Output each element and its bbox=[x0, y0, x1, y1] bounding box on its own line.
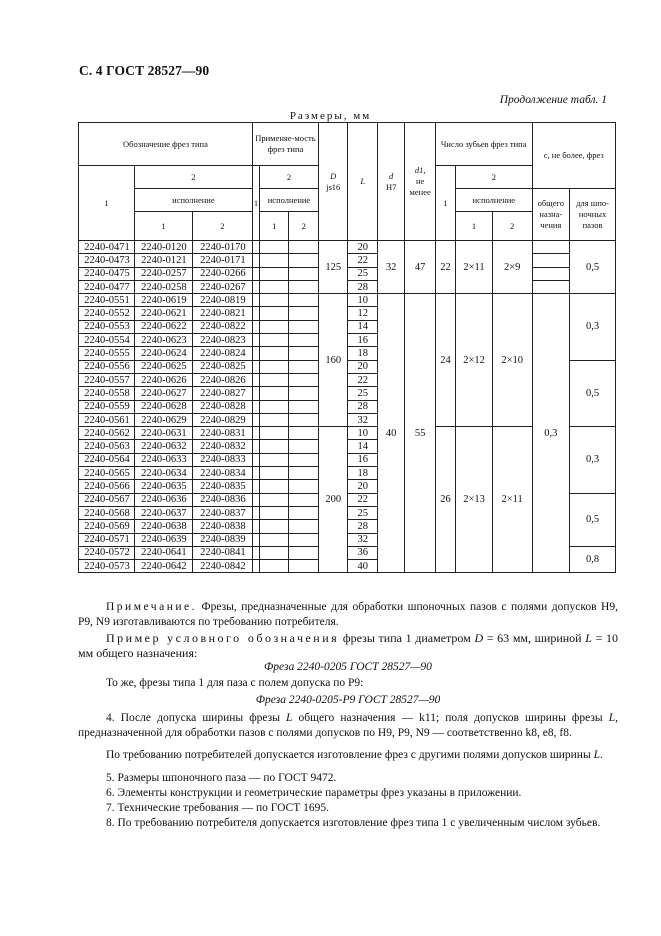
designation-exec2-cell: 2240-0828 bbox=[192, 400, 252, 413]
sizes-caption: Размеры, мм bbox=[289, 110, 372, 122]
L-cell: 14 bbox=[348, 320, 377, 333]
applicability-exec2-cell bbox=[289, 280, 318, 293]
designation-exec1-cell: 2240-0625 bbox=[134, 360, 192, 373]
applicability-exec1-cell bbox=[260, 254, 289, 267]
applicability-exec1-cell bbox=[260, 334, 289, 347]
designation-exec1-cell: 2240-0629 bbox=[134, 413, 192, 426]
applicability-type1-cell bbox=[252, 520, 259, 533]
designation-exec2-cell: 2240-0267 bbox=[192, 280, 252, 293]
c-keyway-cell: 0,5 bbox=[570, 241, 616, 294]
c-general-cell bbox=[532, 280, 570, 293]
header-applicability-type1: 1 bbox=[252, 166, 259, 241]
D-cell: 125 bbox=[318, 241, 347, 294]
designation-exec2-cell: 2240-0826 bbox=[192, 373, 252, 386]
page-header: С. 4 ГОСТ 28527—90 bbox=[79, 63, 210, 78]
designation-exec2-cell: 2240-0838 bbox=[192, 520, 252, 533]
item-6: 6. Элементы конструкции и геометрические параметры фрез указаны в приложении. bbox=[106, 787, 522, 799]
L-cell: 16 bbox=[348, 453, 377, 466]
designation-exec2-cell: 2240-0841 bbox=[192, 546, 252, 559]
applicability-exec2-cell bbox=[289, 320, 318, 333]
header-d1 bbox=[405, 123, 436, 241]
applicability-exec2-cell bbox=[289, 480, 318, 493]
designation-exec2-cell: 2240-0825 bbox=[192, 360, 252, 373]
item-4-L2: L bbox=[608, 712, 616, 724]
item-4-part-a: 4. После допуска ширины фрезы bbox=[106, 712, 280, 724]
L-cell: 20 bbox=[348, 241, 377, 254]
designation-exec1-cell: 2240-0619 bbox=[134, 294, 192, 307]
designation-exec2-cell: 2240-0836 bbox=[192, 493, 252, 506]
header-designation-exec2: 2 bbox=[192, 212, 252, 241]
designation-type1-cell: 2240-0553 bbox=[79, 320, 135, 333]
teeth-exec1-cell: 2×13 bbox=[456, 427, 493, 573]
designation-exec1-cell: 2240-0636 bbox=[134, 493, 192, 506]
applicability-exec1-cell bbox=[260, 387, 289, 400]
applicability-type1-cell bbox=[252, 546, 259, 559]
teeth-type1-cell: 26 bbox=[435, 427, 455, 573]
designation-type1-cell: 2240-0564 bbox=[79, 453, 135, 466]
designation-exec1-cell: 2240-0632 bbox=[134, 440, 192, 453]
applicability-type1-cell bbox=[252, 453, 259, 466]
designation-type1-cell: 2240-0475 bbox=[79, 267, 135, 280]
header-d1-note: не менее bbox=[409, 176, 431, 197]
c-keyway-cell: 0,3 bbox=[570, 427, 616, 493]
example-label: Пример условного обозначения bbox=[106, 631, 340, 645]
note-text: Фрезы, предназначенные для обработки шпоночных пазов с полями допусков H9, P9, N9 изготавливаются по требованию потребителя. bbox=[78, 601, 618, 628]
header-L bbox=[348, 123, 377, 241]
applicability-type1-cell bbox=[252, 493, 259, 506]
L-cell: 32 bbox=[348, 413, 377, 426]
designation-type1-cell: 2240-0573 bbox=[79, 560, 135, 573]
header-D-symbol: D bbox=[330, 170, 337, 181]
designation-type1-cell: 2240-0556 bbox=[79, 360, 135, 373]
designation-exec1-cell: 2240-0641 bbox=[134, 546, 192, 559]
designation-exec1-cell: 2240-0637 bbox=[134, 506, 192, 519]
designation-exec1-cell: 2240-0635 bbox=[134, 480, 192, 493]
applicability-exec2-cell bbox=[289, 360, 318, 373]
example-text-1: фрезы типа 1 диаметром bbox=[342, 631, 471, 645]
applicability-exec1-cell bbox=[260, 560, 289, 573]
designation-type1-cell: 2240-0559 bbox=[79, 400, 135, 413]
L-cell: 32 bbox=[348, 533, 377, 546]
teeth-exec2-cell: 2×11 bbox=[492, 427, 532, 573]
L-cell: 14 bbox=[348, 440, 377, 453]
applicability-type1-cell bbox=[252, 320, 259, 333]
applicability-type1-cell bbox=[252, 334, 259, 347]
designation-exec1-cell: 2240-0642 bbox=[134, 560, 192, 573]
d1-cell: 55 bbox=[405, 294, 436, 573]
designation-exec2-cell: 2240-0829 bbox=[192, 413, 252, 426]
applicability-type1-cell bbox=[252, 280, 259, 293]
designation-exec2-cell: 2240-0839 bbox=[192, 533, 252, 546]
d-cell: 32 bbox=[377, 241, 404, 294]
designation-exec2-cell: 2240-0823 bbox=[192, 334, 252, 347]
designation-exec2-cell: 2240-0833 bbox=[192, 453, 252, 466]
header-applicability-execution: исполнение bbox=[260, 189, 319, 212]
d-cell: 40 bbox=[377, 294, 404, 573]
example-designation-1: Фреза 2240-0205 ГОСТ 28527—90 bbox=[264, 661, 432, 673]
designation-exec1-cell: 2240-0627 bbox=[134, 387, 192, 400]
applicability-type1-cell bbox=[252, 307, 259, 320]
L-cell: 25 bbox=[348, 506, 377, 519]
note-label: Примечание. bbox=[106, 601, 197, 613]
applicability-exec1-cell bbox=[260, 294, 289, 307]
applicability-exec1-cell bbox=[260, 280, 289, 293]
header-c-keyway: для шпо-ночных пазов bbox=[570, 189, 616, 241]
applicability-exec2-cell bbox=[289, 533, 318, 546]
L-cell: 10 bbox=[348, 294, 377, 307]
example-text-3: = 10 мм общего назначения: bbox=[78, 631, 619, 660]
designation-exec2-cell: 2240-0171 bbox=[192, 254, 252, 267]
table-row bbox=[79, 280, 616, 293]
designation-exec1-cell: 2240-0622 bbox=[134, 320, 192, 333]
applicability-type1-cell bbox=[252, 480, 259, 493]
designation-exec2-cell: 2240-0822 bbox=[192, 320, 252, 333]
applicability-exec1-cell bbox=[260, 347, 289, 360]
L-cell: 40 bbox=[348, 560, 377, 573]
applicability-exec2-cell bbox=[289, 427, 318, 440]
applicability-type1-cell bbox=[252, 506, 259, 519]
applicability-exec1-cell bbox=[260, 480, 289, 493]
applicability-exec2-cell bbox=[289, 413, 318, 426]
designation-type1-cell: 2240-0565 bbox=[79, 467, 135, 480]
c-keyway-cell: 0,8 bbox=[570, 546, 616, 573]
table-row bbox=[79, 294, 616, 307]
table-note bbox=[78, 600, 618, 630]
header-teeth-exec2: 2 bbox=[492, 212, 532, 241]
designation-exec2-cell: 2240-0821 bbox=[192, 307, 252, 320]
applicability-exec2-cell bbox=[289, 373, 318, 386]
teeth-exec2-cell: 2×10 bbox=[492, 294, 532, 427]
example-D-symbol: D bbox=[474, 631, 484, 645]
c-keyway-cell: 0,5 bbox=[570, 493, 616, 546]
designation-exec1-cell: 2240-0623 bbox=[134, 334, 192, 347]
header-designation-type1: 1 bbox=[79, 166, 135, 241]
designation-type1-cell: 2240-0551 bbox=[79, 294, 135, 307]
header-teeth-type2: 2 bbox=[456, 166, 532, 189]
designation-type1-cell: 2240-0571 bbox=[79, 533, 135, 546]
designation-exec2-cell: 2240-0831 bbox=[192, 427, 252, 440]
applicability-exec2-cell bbox=[289, 294, 318, 307]
applicability-exec1-cell bbox=[260, 267, 289, 280]
designation-exec2-cell: 2240-0834 bbox=[192, 467, 252, 480]
applicability-type1-cell bbox=[252, 267, 259, 280]
example-L-symbol: L bbox=[585, 631, 592, 645]
item-4-extra-a: По требованию потребителей допускается изготовление фрез с другими полями допусков ширины bbox=[106, 749, 591, 761]
header-teeth-execution: исполнение bbox=[456, 189, 532, 212]
header-d bbox=[377, 123, 404, 241]
applicability-exec2-cell bbox=[289, 493, 318, 506]
header-teeth-exec1: 1 bbox=[456, 212, 493, 241]
designation-type1-cell: 2240-0569 bbox=[79, 520, 135, 533]
L-cell: 10 bbox=[348, 427, 377, 440]
applicability-exec2-cell bbox=[289, 307, 318, 320]
applicability-exec1-cell bbox=[260, 427, 289, 440]
D-cell: 160 bbox=[318, 294, 347, 427]
applicability-type1-cell bbox=[252, 467, 259, 480]
item-4-extra-L: L bbox=[593, 749, 600, 761]
teeth-type1-cell: 24 bbox=[435, 294, 455, 427]
L-cell: 28 bbox=[348, 280, 377, 293]
designation-type1-cell: 2240-0477 bbox=[79, 280, 135, 293]
applicability-type1-cell bbox=[252, 294, 259, 307]
c-general-cell bbox=[532, 241, 570, 254]
same-text: То же, фрезы типа 1 для паза с полем допуска по P9: bbox=[106, 677, 364, 689]
header-applicability-exec2: 2 bbox=[289, 212, 318, 241]
header-designation-exec1: 1 bbox=[134, 212, 192, 241]
applicability-exec2-cell bbox=[289, 347, 318, 360]
L-cell: 28 bbox=[348, 400, 377, 413]
applicability-exec1-cell bbox=[260, 241, 289, 254]
header-applicability-exec1: 1 bbox=[260, 212, 289, 241]
designation-type1-cell: 2240-0566 bbox=[79, 480, 135, 493]
item-4-extra bbox=[78, 748, 618, 763]
applicability-type1-cell bbox=[252, 533, 259, 546]
designation-exec1-cell: 2240-0633 bbox=[134, 453, 192, 466]
c-general-cell: 0,3 bbox=[532, 294, 570, 573]
designation-exec2-cell: 2240-0266 bbox=[192, 267, 252, 280]
item-4-part-b: общего назначения — k11; поля допусков ширины фрезы bbox=[298, 712, 603, 724]
teeth-type1-cell: 22 bbox=[435, 241, 455, 294]
designation-exec1-cell: 2240-0621 bbox=[134, 307, 192, 320]
applicability-type1-cell bbox=[252, 440, 259, 453]
L-cell: 16 bbox=[348, 334, 377, 347]
L-cell: 25 bbox=[348, 387, 377, 400]
designation-exec2-cell: 2240-0170 bbox=[192, 241, 252, 254]
L-cell: 25 bbox=[348, 267, 377, 280]
applicability-type1-cell bbox=[252, 387, 259, 400]
L-cell: 36 bbox=[348, 546, 377, 559]
table-row bbox=[79, 254, 616, 267]
applicability-type1-cell bbox=[252, 373, 259, 386]
item-4-L1: L bbox=[286, 712, 293, 724]
applicability-exec2-cell bbox=[289, 241, 318, 254]
designation-exec2-cell: 2240-0842 bbox=[192, 560, 252, 573]
designation-exec1-cell: 2240-0631 bbox=[134, 427, 192, 440]
applicability-exec2-cell bbox=[289, 254, 318, 267]
designation-type1-cell: 2240-0563 bbox=[79, 440, 135, 453]
designation-exec2-cell: 2240-0837 bbox=[192, 506, 252, 519]
header-d1-symbol: d1, bbox=[414, 165, 426, 175]
applicability-exec2-cell bbox=[289, 440, 318, 453]
designation-exec2-cell: 2240-0824 bbox=[192, 347, 252, 360]
applicability-exec1-cell bbox=[260, 546, 289, 559]
L-cell: 18 bbox=[348, 467, 377, 480]
header-applicability-type2: 2 bbox=[260, 166, 319, 189]
header-c-general: общего назна-чения bbox=[532, 189, 570, 241]
example-text-2: = 63 мм, шириной bbox=[486, 631, 582, 645]
teeth-exec2-cell: 2×9 bbox=[492, 241, 532, 294]
designation-type1-cell: 2240-0567 bbox=[79, 493, 135, 506]
designation-type1-cell: 2240-0568 bbox=[79, 506, 135, 519]
header-teeth-type1: 1 bbox=[435, 166, 455, 241]
designation-exec1-cell: 2240-0120 bbox=[134, 241, 192, 254]
applicability-type1-cell bbox=[252, 427, 259, 440]
applicability-exec1-cell bbox=[260, 413, 289, 426]
designation-exec2-cell: 2240-0832 bbox=[192, 440, 252, 453]
applicability-exec1-cell bbox=[260, 467, 289, 480]
applicability-exec1-cell bbox=[260, 453, 289, 466]
applicability-exec2-cell bbox=[289, 453, 318, 466]
L-cell: 18 bbox=[348, 347, 377, 360]
header-D-tolerance: js16 bbox=[326, 181, 341, 192]
designation-exec2-cell: 2240-0835 bbox=[192, 480, 252, 493]
header-L-symbol: L bbox=[360, 176, 366, 186]
designation-exec1-cell: 2240-0626 bbox=[134, 373, 192, 386]
designation-type1-cell: 2240-0561 bbox=[79, 413, 135, 426]
item-8: 8. По требованию потребителя допускается изготовление фрез типа 1 с увеличенным числом зубьев. bbox=[106, 817, 601, 829]
designation-type1-cell: 2240-0558 bbox=[79, 387, 135, 400]
designation-exec1-cell: 2240-0638 bbox=[134, 520, 192, 533]
applicability-exec1-cell bbox=[260, 520, 289, 533]
item-4 bbox=[78, 711, 618, 741]
L-cell: 20 bbox=[348, 480, 377, 493]
header-applicability: Применяе-мость фрез типа bbox=[252, 123, 318, 166]
applicability-exec2-cell bbox=[289, 506, 318, 519]
applicability-exec2-cell bbox=[289, 467, 318, 480]
L-cell: 22 bbox=[348, 493, 377, 506]
applicability-exec2-cell bbox=[289, 546, 318, 559]
L-cell: 22 bbox=[348, 254, 377, 267]
designation-exec2-cell: 2240-0827 bbox=[192, 387, 252, 400]
item-7: 7. Технические требования — по ГОСТ 1695. bbox=[106, 802, 329, 814]
designation-type1-cell: 2240-0554 bbox=[79, 334, 135, 347]
designation-type1-cell: 2240-0572 bbox=[79, 546, 135, 559]
applicability-exec1-cell bbox=[260, 320, 289, 333]
designation-type1-cell: 2240-0562 bbox=[79, 427, 135, 440]
example-designation-2: Фреза 2240-0205-P9 ГОСТ 28527—90 bbox=[255, 694, 441, 706]
header-c: c, не более, фрез bbox=[532, 123, 616, 189]
d1-cell: 47 bbox=[405, 241, 436, 294]
example-paragraph bbox=[78, 631, 618, 661]
c-keyway-cell: 0,5 bbox=[570, 360, 616, 426]
designation-type1-cell: 2240-0473 bbox=[79, 254, 135, 267]
L-cell: 28 bbox=[348, 520, 377, 533]
L-cell: 20 bbox=[348, 360, 377, 373]
applicability-exec2-cell bbox=[289, 520, 318, 533]
designation-type1-cell: 2240-0552 bbox=[79, 307, 135, 320]
table-row bbox=[79, 241, 616, 254]
designation-exec1-cell: 2240-0634 bbox=[134, 467, 192, 480]
applicability-type1-cell bbox=[252, 400, 259, 413]
applicability-exec1-cell bbox=[260, 506, 289, 519]
applicability-type1-cell bbox=[252, 560, 259, 573]
applicability-type1-cell bbox=[252, 241, 259, 254]
designation-type1-cell: 2240-0471 bbox=[79, 241, 135, 254]
designation-exec1-cell: 2240-0628 bbox=[134, 400, 192, 413]
applicability-exec1-cell bbox=[260, 400, 289, 413]
applicability-exec1-cell bbox=[260, 493, 289, 506]
item-5: 5. Размеры шпоночного паза — по ГОСТ 9472. bbox=[106, 772, 337, 784]
applicability-exec1-cell bbox=[260, 307, 289, 320]
designation-exec2-cell: 2240-0819 bbox=[192, 294, 252, 307]
header-designation-execution: исполнение bbox=[134, 189, 252, 212]
applicability-exec2-cell bbox=[289, 400, 318, 413]
L-cell: 22 bbox=[348, 373, 377, 386]
applicability-exec1-cell bbox=[260, 440, 289, 453]
teeth-exec1-cell: 2×12 bbox=[456, 294, 493, 427]
header-designation-type2: 2 bbox=[134, 166, 252, 189]
continuation-label: Продолжение табл. 1 bbox=[499, 94, 607, 106]
designation-exec1-cell: 2240-0639 bbox=[134, 533, 192, 546]
table-row bbox=[79, 267, 616, 280]
applicability-exec2-cell bbox=[289, 267, 318, 280]
c-general-cell bbox=[532, 267, 570, 280]
header-D bbox=[318, 123, 347, 241]
D-cell: 200 bbox=[318, 427, 347, 573]
dimensions-table bbox=[78, 122, 616, 573]
applicability-exec2-cell bbox=[289, 560, 318, 573]
applicability-type1-cell bbox=[252, 360, 259, 373]
applicability-exec1-cell bbox=[260, 360, 289, 373]
designation-type1-cell: 2240-0555 bbox=[79, 347, 135, 360]
header-d-tolerance: H7 bbox=[385, 181, 397, 192]
c-general-cell bbox=[532, 254, 570, 267]
applicability-exec2-cell bbox=[289, 387, 318, 400]
header-teeth: Число зубьев фрез типа bbox=[435, 123, 532, 166]
designation-exec1-cell: 2240-0258 bbox=[134, 280, 192, 293]
header-designation: Обозначение фрез типа bbox=[79, 123, 253, 166]
item-4-extra-b: . bbox=[599, 749, 603, 761]
applicability-type1-cell bbox=[252, 254, 259, 267]
teeth-exec1-cell: 2×11 bbox=[456, 241, 493, 294]
applicability-exec2-cell bbox=[289, 334, 318, 347]
header-d-symbol: d bbox=[389, 170, 394, 181]
designation-exec1-cell: 2240-0121 bbox=[134, 254, 192, 267]
applicability-exec1-cell bbox=[260, 373, 289, 386]
applicability-exec1-cell bbox=[260, 533, 289, 546]
item-4-part-c: , предназначенной для обработки пазов с полями допусков по H9, P9, N9 — соответственно k8, e8, f8. bbox=[78, 712, 618, 739]
designation-type1-cell: 2240-0557 bbox=[79, 373, 135, 386]
designation-exec1-cell: 2240-0624 bbox=[134, 347, 192, 360]
L-cell: 12 bbox=[348, 307, 377, 320]
c-keyway-cell: 0,3 bbox=[570, 294, 616, 360]
designation-exec1-cell: 2240-0257 bbox=[134, 267, 192, 280]
applicability-type1-cell bbox=[252, 413, 259, 426]
applicability-type1-cell bbox=[252, 347, 259, 360]
